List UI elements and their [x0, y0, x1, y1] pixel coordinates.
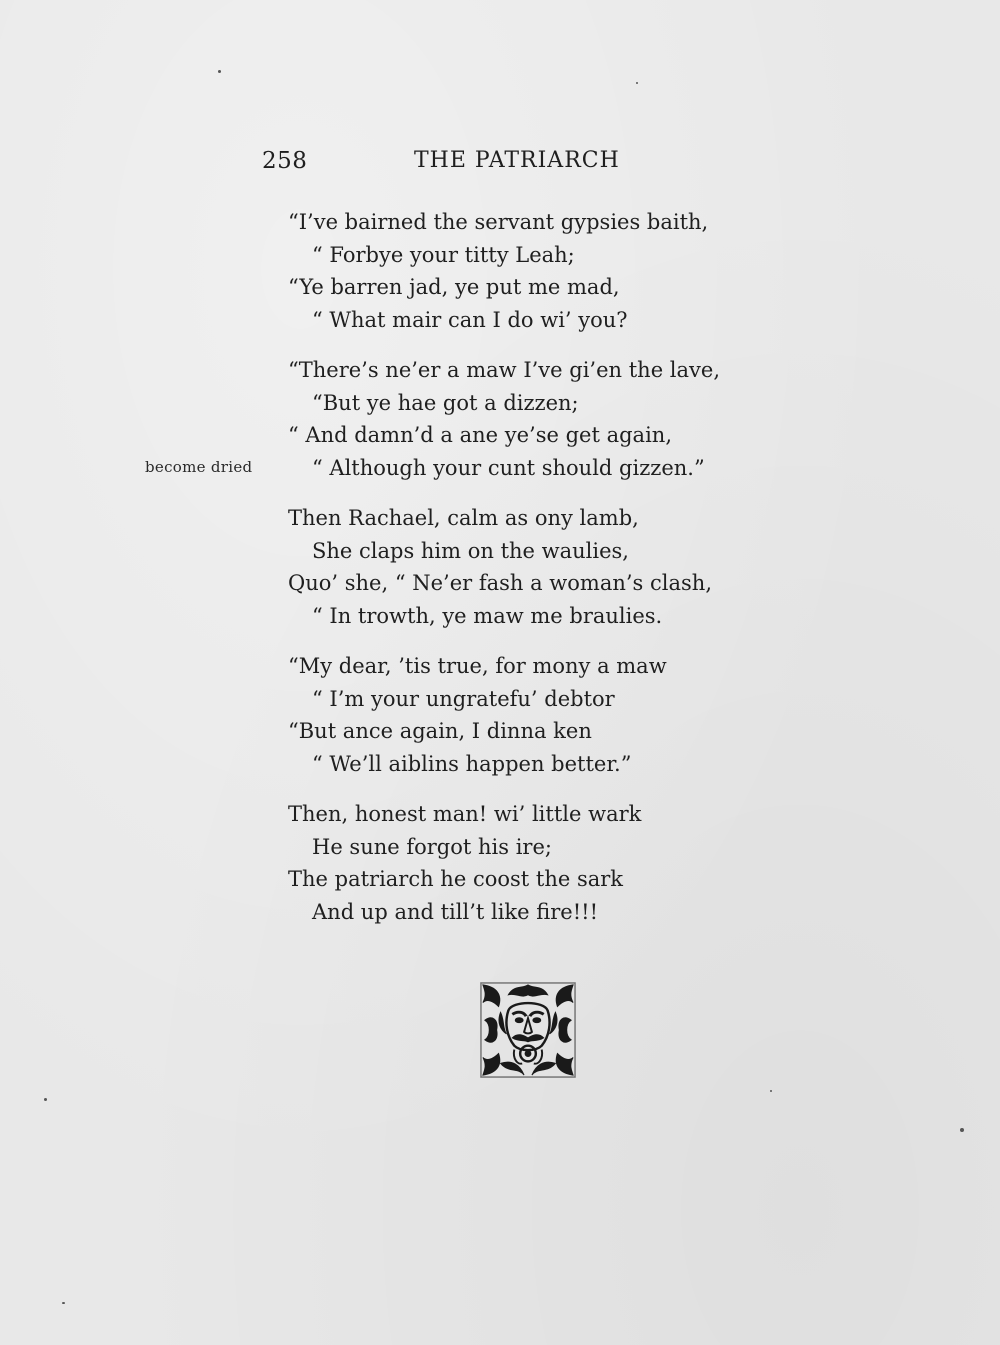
poem-line: “My dear, ’tis true, for mony a maw: [288, 654, 667, 678]
poem-line: She claps him on the waulies,: [312, 538, 629, 563]
poem-line: Then Rachael, calm as ony lamb,: [288, 506, 639, 530]
paper-speck: [770, 1090, 772, 1092]
stanza-3: [288, 502, 808, 632]
poem-line: “ And damn’d a ane ye’se get again,: [288, 423, 672, 447]
paper-speck: [218, 70, 221, 73]
poem-line: “ Although your cunt should gizzen.”: [312, 455, 705, 480]
poem-line: “I’ve bairned the servant gypsies baith,: [288, 210, 709, 234]
margin-gloss: become dried: [145, 458, 253, 476]
running-title: THE PATRIARCH: [414, 148, 620, 173]
stanza-1: [288, 206, 808, 336]
poem-line: “ In trowth, ye maw me braulies.: [312, 603, 663, 628]
poem-line: “ What mair can I do wi’ you?: [312, 307, 628, 332]
poem-line: “ We’ll aiblins happen better.”: [312, 751, 632, 776]
paper-speck: [960, 1128, 964, 1132]
ornament-svg: [479, 981, 577, 1079]
stanza-2: [288, 354, 808, 484]
paper-speck: [44, 1098, 47, 1101]
poem-line: “ I’m your ungratefu’ debtor: [312, 686, 615, 711]
stanza-4: [288, 650, 808, 780]
poem-line: “Ye barren jad, ye put me mad,: [288, 275, 620, 299]
poem-line: Quo’ she, “ Ne’er fash a woman’s clash,: [288, 571, 712, 595]
page-number: 258: [262, 148, 308, 174]
poem-line: “But ye hae got a dizzen;: [312, 390, 579, 415]
poem-line: The patriarch he coost the sark: [288, 867, 624, 891]
green-man-face-ornament-icon: [479, 981, 577, 1079]
poem-line: “There’s ne’er a maw I’ve gi’en the lave,: [288, 358, 721, 382]
poem: [288, 206, 808, 946]
poem-line: “ Forbye your titty Leah;: [312, 242, 575, 267]
paper-speck: [62, 1302, 65, 1304]
poem-line: He sune forgot his ire;: [312, 834, 552, 859]
poem-line: Then, honest man! wi’ little wark: [288, 802, 642, 826]
page-header: [262, 148, 642, 184]
poem-line: And up and till’t like fire!!!: [312, 899, 599, 924]
stanza-5: [288, 798, 808, 928]
paper-speck: [636, 82, 638, 84]
poem-line: “But ance again, I dinna ken: [288, 719, 592, 743]
